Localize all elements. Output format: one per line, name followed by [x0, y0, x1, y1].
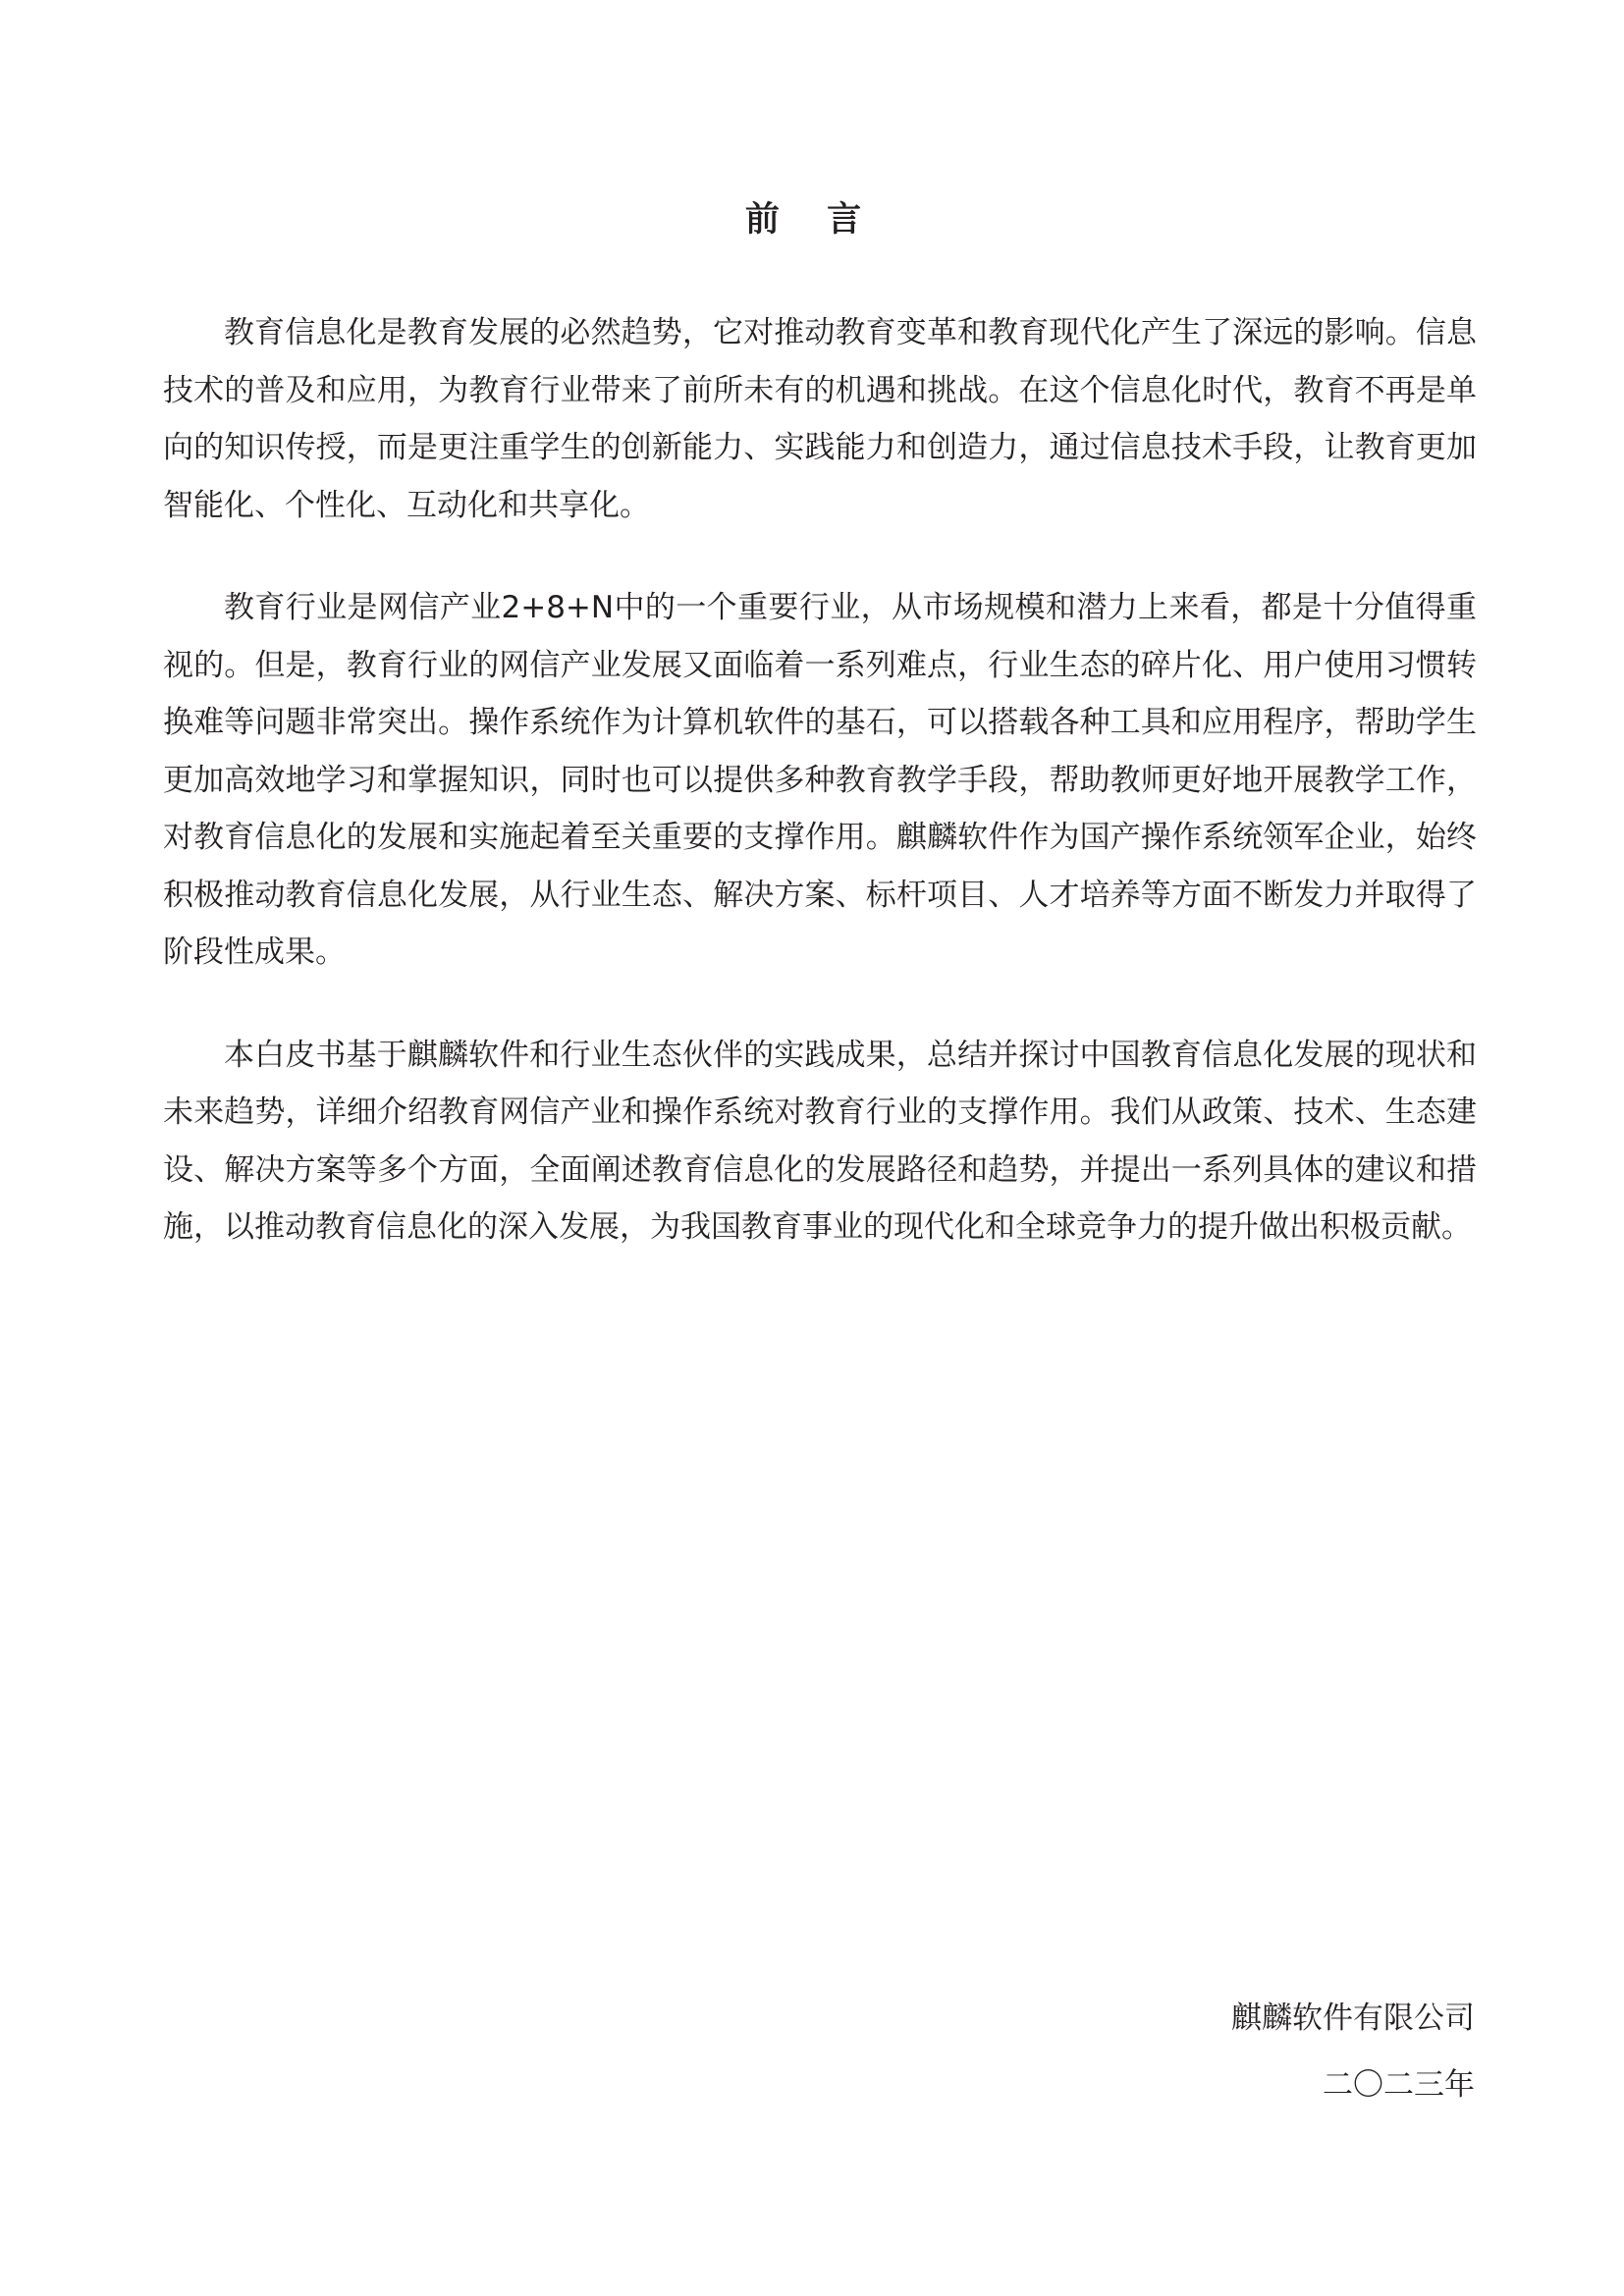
signature-block	[1231, 1985, 1475, 2118]
paragraph-1: 教育信息化是教育发展的必然趋势，它对推动教育变革和教育现代化产生了深远的影响。信息技术的普及和应用，为教育行业带来了前所未有的机遇和挑战。在这个信息化时代，教育不再是单向的知识传授，而是更注重学生的创新能力、实践能力和创造力，通过信息技术手段，让教育更加智能化、个性化、互动化和共享化。	[163, 315, 1477, 523]
signature-organization: 麒麟软件有限公司	[1231, 2001, 1475, 2036]
signature-date: 二〇二三年	[1323, 2067, 1475, 2103]
paragraph-2: 教育行业是网信产业2+8+N中的一个重要行业，从市场规模和潜力上来看，都是十分值得重视的。但是，教育行业的网信产业发展又面临着一系列难点，行业生态的碎片化、用户使用习惯转换难等问题非常突出。操作系统作为计算机软件的基石，可以搭载各种工具和应用程序，帮助学生更加高效地学习和掌握知识，同时也可以提供多种教育教学手段，帮助教师更好地开展教学工作，对教育信息化的发展和实施起着至关重要的支撑作用。麒麟软件作为国产操作系统领军企业，始终积极推动教育信息化发展，从行业生态、解决方案、标杆项目、人才培养等方面不断发力并取得了阶段性成果。	[163, 590, 1477, 970]
preface-body	[163, 304, 1477, 1302]
paragraph-3: 本白皮书基于麒麟软件和行业生态伙伴的实践成果，总结并探讨中国教育信息化发展的现状和未来趋势，详细介绍教育网信产业和操作系统对教育行业的支撑作用。我们从政策、技术、生态建设、解决方案等多个方面，全面阐述教育信息化的发展路径和趋势，并提出一系列具体的建议和措施，以推动教育信息化的深入发展，为我国教育事业的现代化和全球竞争力的提升做出积极贡献。	[163, 1037, 1477, 1245]
page-title: 前 言	[744, 200, 880, 240]
